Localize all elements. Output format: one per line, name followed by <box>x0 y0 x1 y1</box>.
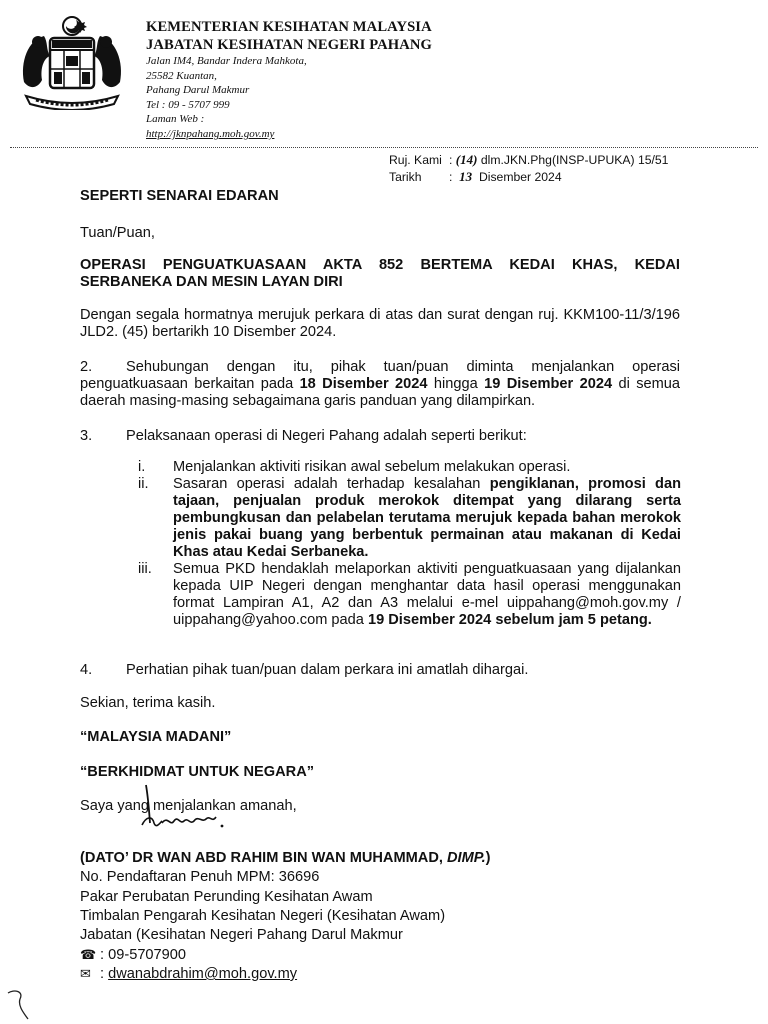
slogan-madani: “MALAYSIA MADANI” <box>80 729 232 745</box>
intro-paragraph: Dengan segala hormatnya merujuk perkara di atas dan surat dengan ruj. KKM100-11/3/196 JLD2. (45) bertarikh 10 Disember 2024. <box>80 307 680 340</box>
tarikh-handwritten: 13 <box>459 168 473 184</box>
telephone-icon: ☎ <box>80 947 97 962</box>
subject-heading: OPERASI PENGUATKUASAAN AKTA 852 BERTEMA KEDAI KHAS, KEDAI SERBANEKA DAN MESIN LAYAN DIRI <box>80 257 680 290</box>
signatory-phone: ☎ : 09-5707900 <box>80 947 187 963</box>
coat-of-arms-icon <box>14 12 130 110</box>
paragraph-4: 4. Perhatian pihak tuan/puan dalam perkara ini amatlah dihargai. <box>80 662 529 678</box>
mpm-number: No. Pendaftaran Penuh MPM: 36696 <box>80 869 320 885</box>
paragraph-number: 3. <box>80 428 93 444</box>
tarikh-label: Tarikh <box>389 169 422 184</box>
paragraph-number: 4. <box>80 662 93 678</box>
ruj-value: dlm.JKN.Phg(INSP-UPUKA) 15/51 <box>480 153 669 167</box>
letterhead-divider <box>10 147 758 148</box>
end-date: 19 Disember 2024 <box>484 376 613 392</box>
website-label: Laman Web : <box>146 113 205 126</box>
address-line: Jalan IM4, Bandar Indera Mahkota, <box>146 55 307 67</box>
signatory-role: Pakar Perubatan Perunding Kesihatan Awam <box>80 889 373 905</box>
address-line: Pahang Darul Makmur <box>146 84 250 97</box>
letter-page: KEMENTERIAN KESIHATAN MALAYSIA JABATAN KESIHATAN NEGERI PAHANG Jalan IM4, Bandar Indera Mahkota, 25582 Kuantan, Pahang Darul Makmur Tel : 09 - 5707 999 Laman Web : http://jknpahang.moh.gov.my Ruj. Kami : (14) dlm.JKN.Phg(INSP-UPUKA) 15/51 Tarikh : 13 Disember 2024 SEPERTI SENARAI EDARAN Tuan/Puan, OPERASI PENGUATKUASAAN AKTA 852 BERTEMA KEDAI KHAS, KEDAI SERBANEKA DAN MESIN LAYAN DIRI Dengan segala hormatnya merujuk perkara di atas dan surat dengan ruj. KKM100-11/3/196 JLD2. (45) bertarikh 10 Disember 2024. 2. Sehubungan dengan itu, pihak tuan/puan diminta menjalankan operasi penguatkuasaan berkaitan pada 18 Disember 2024 hingga 19 Disember 2024 di semua daerah masing-masing sebagaimana garis panduan yang dilampirkan. 3. Pelaksanaan operasi di Negeri Pahang adalah seperti berikut: i. Menjalankan aktiviti risikan awal sebelum melakukan operasi. ii. Sasaran operasi adalah terhadap kesalahan pengiklanan, promosi dan tajaan, penjualan produk merokok ditempat yang dilarang serta pembungkusan dan pelabelan terutama merujuk kepada bahan merokok jenis pakai buang yang berbentuk permainan atau makanan di Kedai Khas atau Kedai Serbaneka. iii. Semua PKD hendaklah melaporkan aktiviti penguatkuasaan yang dijalankan kepada UIP Negeri dengan menghantar data hasil operasi menggunakan format Lampiran A1, A2 dan A3 melalui e-mel uippahang@moh.gov.my / uippahang@yahoo.com pada 19 Disember 2024 sebelum jam 5 petang. 4. Perhatian pihak tuan/puan dalam perkara ini amatlah dihargai. Sekian, terima kasih. “MALAYSIA MADANI” “BERKHIDMAT UNTUK NEGARA” Saya yang menjalankan amanah, (DATO’ DR WAN ABD RAHIM BIN WAN MUHAMMAD, DIMP.) No. Pendaftaran Penuh MPM: 36696 Pakar Perubatan Perunding Kesihatan Awam Timbalan Pengarah Kesihatan Negeri (Kesihatan Awam) Jabatan (Kesihatan Negeri Pahang Darul Makmur ☎ : 09-5707900 ✉ : dwanabdrahim@moh.gov.my <box>0 0 768 1024</box>
website-link[interactable]: http://jknpahang.moh.gov.my <box>146 127 275 140</box>
salutation: Tuan/Puan, <box>80 225 155 241</box>
envelope-icon: ✉ <box>80 966 91 981</box>
trust-line: Saya yang menjalankan amanah, <box>80 798 297 814</box>
pen-mark-icon <box>4 985 38 1023</box>
address-line: 25582 Kuantan, <box>146 69 217 82</box>
circulation-heading: SEPERTI SENARAI EDARAN <box>80 188 279 204</box>
tarikh-value: Disember 2024 <box>478 169 562 184</box>
ruj-label: Ruj. Kami <box>389 153 442 167</box>
letterhead <box>146 18 432 142</box>
signatory-email: ✉ : dwanabdrahim@moh.gov.my <box>80 966 298 982</box>
handwritten-signature <box>140 779 240 839</box>
paragraph-2: 2. Sehubungan dengan itu, pihak tuan/puan diminta menjalankan operasi penguatkuasaan berkaitan pada 18 Disember 2024 hingga 19 Disember 2024 di semua daerah masing-masing sebagaimana garis panduan yang dilampirkan. <box>80 359 680 409</box>
email-link[interactable]: dwanabdrahim@moh.gov.my <box>108 966 298 982</box>
reference-block: Ruj. Kami : (14) dlm.JKN.Phg(INSP-UPUKA) 15/51 Tarikh : 13 Disember 2024 <box>389 152 669 184</box>
telephone-line: Tel : 09 - 5707 999 <box>146 98 230 111</box>
ministry-name: KEMENTERIAN KESIHATAN MALAYSIA <box>146 19 432 35</box>
signatory-name: (DATO’ DR WAN ABD RAHIM BIN WAN MUHAMMAD, DIMP.) <box>80 850 491 866</box>
ruj-handwritten: (14) <box>455 152 478 167</box>
signatory-role: Timbalan Pengarah Kesihatan Negeri (Kesihatan Awam) <box>80 908 446 924</box>
department-name: JABATAN KESIHATAN NEGERI PAHANG <box>146 37 432 53</box>
signatory-department: Jabatan (Kesihatan Negeri Pahang Darul Makmur <box>80 927 403 943</box>
slogan-berkhidmat: “BERKHIDMAT UNTUK NEGARA” <box>80 764 315 780</box>
start-date: 18 Disember 2024 <box>299 376 428 392</box>
paragraph-number: 2. <box>80 359 93 375</box>
closing-line: Sekian, terima kasih. <box>80 695 216 711</box>
paragraph-3: 3. Pelaksanaan operasi di Negeri Pahang adalah seperti berikut: <box>80 428 527 444</box>
